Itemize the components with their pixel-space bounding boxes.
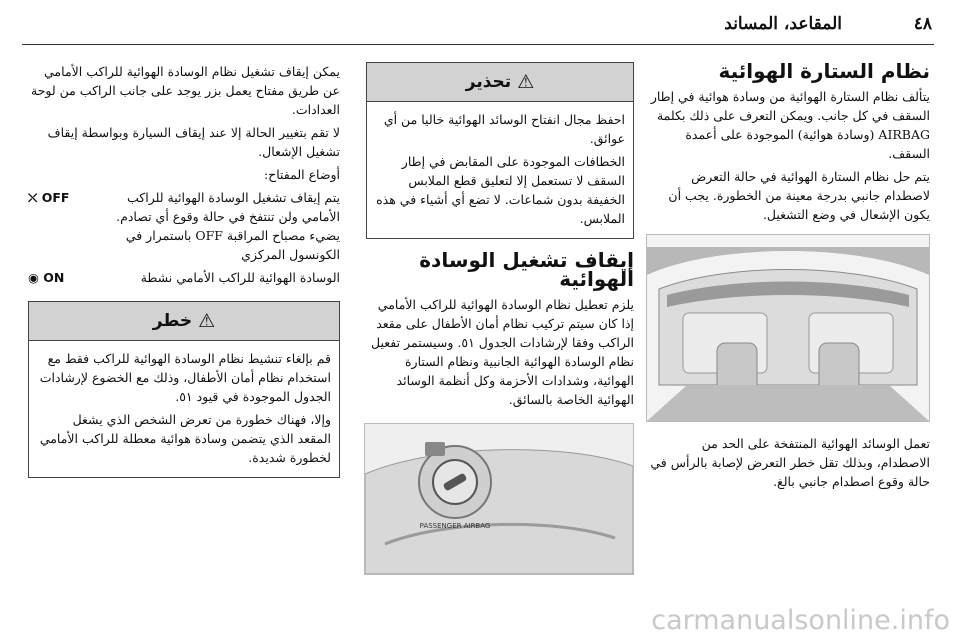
airbag-on-icon: ◉ xyxy=(28,270,39,285)
danger-para-1: قم بإلغاء تنشيط نظام الوسادة الهوائية للراكب فقط مع استخدام نظام أمان الأطفال، وذلك مع الخضوع لإرشادات الجدول الموجودة في قيود ٥١. xyxy=(39,351,331,404)
statuses-label: أوضاع المفتاح: xyxy=(263,167,340,182)
airbag-off-icon: ⛌ xyxy=(28,190,38,205)
car-interior-illustration xyxy=(646,234,930,422)
status-on-text: الوسادة الهوائية للراكب الأمامي نشطة xyxy=(140,270,340,285)
watermark: carmanualsonline.info xyxy=(651,605,950,636)
switch-para-1: يمكن إيقاف تشغيل نظام الوسادة الهوائية للراكب الأمامي عن طريق مفتاح يعمل بزر يوجد على جانب الراكب من لوحة العدادات. xyxy=(30,64,340,117)
danger-header xyxy=(29,302,339,341)
page-title: المقاعد، المساند xyxy=(724,14,842,34)
status-off-lamp: يضيء مصباح المراقبة OFF باستمرار في الكونسول المركزي xyxy=(125,228,340,262)
danger-triangle-icon: ⚠ xyxy=(198,309,216,332)
status-off-row xyxy=(28,188,340,264)
status-on-key: ON xyxy=(43,270,65,285)
status-off-key: OFF xyxy=(41,190,70,205)
danger-box xyxy=(28,301,340,478)
left-column xyxy=(28,62,340,490)
page-header xyxy=(24,14,932,38)
airbag-key-switch-illustration xyxy=(364,423,634,575)
warning-para-1: احفظ مجال انفتاح الوسائد الهوائية خاليا من أي عوائق. xyxy=(383,112,625,146)
passenger-airbag-label: PASSENGER AIRBAG xyxy=(419,522,491,530)
switch-para-2: لا تقم بتغيير الحالة إلا عند إيقاف السيارة وبواسطة إيقاف تشغيل الإشعال. xyxy=(47,125,340,159)
warning-para-2: الخطافات الموجودة على المقابض في إطار السقف لا تستعمل إلا لتعليق قطع الملابس الخفيفة بدون شماعات. لا تضع أي أشياء في هذه الملابس. xyxy=(376,154,625,226)
middle-column xyxy=(366,62,634,575)
page-number: ٤٨ xyxy=(913,14,932,34)
danger-title: خطر xyxy=(152,310,193,331)
warning-header xyxy=(367,63,633,102)
warning-box xyxy=(366,62,634,239)
status-off-text: يتم إيقاف تشغيل الوسادة الهوائية للراكب الأمامي ولن تنتفخ في حالة وقوع أي تصادم. xyxy=(116,190,340,224)
right-column xyxy=(648,59,930,495)
section-heading-curtain: نظام الستارة الهوائية xyxy=(718,59,930,83)
danger-para-2: وإلا، فهناك خطورة من تعرض الشخص الذي يشغل المقعد الذي يتضمن وسادة هوائية معطلة للراكب الأمامي لخطورة شديدة. xyxy=(39,412,331,465)
curtain-para-1: يتألف نظام الستارة الهوائية من وسادة هوائية في إطار السقف في كل جانب. ويمكن التعرف على ذلك بكلمة AIRBAG (وسادة هوائية) الموجودة على أعمدة السقف. xyxy=(650,89,930,161)
section-heading-deactivation: إيقاف تشغيل الوسادة الهوائية xyxy=(419,248,634,291)
warning-title: تحذير xyxy=(465,71,512,92)
status-on-row xyxy=(28,268,340,287)
curtain-para-3: تعمل الوسائد الهوائية المنتفخة على الحد من الاصطدام، وبذلك تقل خطر التعرض لإصابة بالرأس في حالة وقوع اصطدام جانبي بالغ. xyxy=(650,436,930,489)
header-divider xyxy=(22,44,934,45)
curtain-para-2: يتم حل نظام الستارة الهوائية في حالة التعرض لاصطدام جانبي بدرجة معينة من الخطورة. يجب أن يكون الإشعال في وضع التشغيل. xyxy=(668,169,930,222)
deactivation-para: يلزم تعطيل نظام الوسادة الهوائية للراكب الأمامي إذا كان سيتم تركيب نظام أمان الأطفال على مقعد الراكب وفقا لإرشادات الجدول ٥١. وسيستمر تفعيل نظام الوسادة الهوائية الجانبية ونظام الستارة الهوائية، وشدادات الأحزمة وكل أنظمة الوسائد الهوائية الخاصة بالسائق. xyxy=(371,297,634,407)
warning-triangle-icon: ⚠ xyxy=(517,70,535,93)
